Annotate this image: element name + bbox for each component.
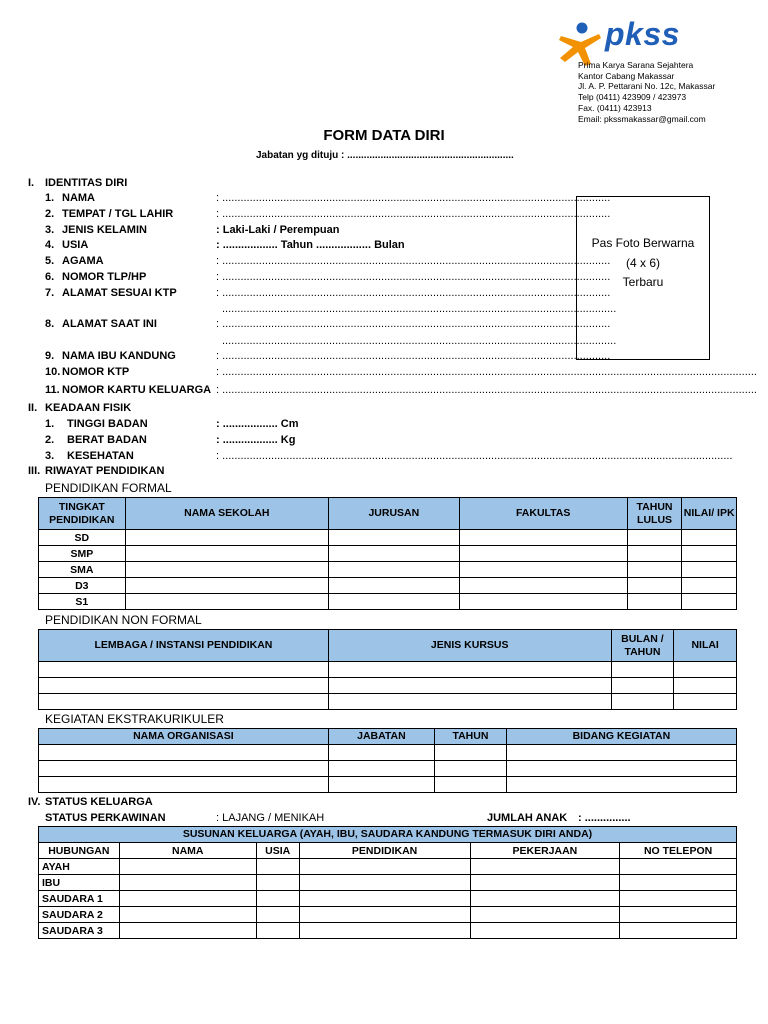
col-header: PENDIDIKAN [299,843,470,859]
formal-education-table [38,497,737,610]
section-1-numeral: I. [28,177,35,189]
company-fax: Fax. (0411) 423913 [578,102,652,113]
photo-line-3: Terbaru [622,275,664,289]
item-label-ttl: TEMPAT / TGL LAHIR [62,208,174,220]
item-no: 11. [45,384,60,396]
item-value-mother[interactable]: : ............................................................................................................................... [216,350,611,362]
section-4-title: STATUS KELUARGA [45,796,153,808]
item-no: 3. [45,450,55,462]
family-table-caption: SUSUNAN KELUARGA (AYAH, IBU, SAUDARA KANDUNG TERMASUK DIRI ANDA) [39,827,737,843]
company-address: Jl. A. P. Pettarani No. 12c, Makassar [578,81,716,92]
table-row [39,678,737,694]
item-no: 2. [45,434,55,446]
item-label-phone: NOMOR TLP/HP [62,271,147,283]
item-value-current-address[interactable]: : ............................................................................................................................... [216,318,611,330]
formal-education-heading: PENDIDIKAN FORMAL [45,481,172,495]
table-row [39,761,737,777]
row-label: D3 [39,578,126,594]
item-value-height[interactable]: : .................. Cm [216,418,299,430]
photo-line-2: (4 x 6) [625,255,660,270]
extracurricular-table [38,728,737,793]
item-value-agama[interactable]: : ............................................................................................................................... [216,255,611,267]
family-table [38,826,737,939]
table-row [39,530,737,546]
item-value-weight[interactable]: : .................. Kg [216,434,296,446]
table-row [39,859,737,875]
item-no: 7. [45,287,55,299]
item-label-health: KESEHATAN [67,450,134,462]
table-row [39,562,737,578]
item-no: 9. [45,350,55,362]
item-no: 3. [45,224,55,236]
row-label: SAUDARA 2 [39,907,120,923]
col-header: TAHUN LULUS [627,498,682,530]
col-header: TAHUN [435,729,507,745]
company-phone: Telp (0411) 423909 / 423973 [578,92,687,103]
col-header: NILAI/ IPK [682,498,737,530]
col-header: NO TELEPON [620,843,737,859]
item-label-gender: JENIS KELAMIN [62,224,147,236]
extracurricular-heading: KEGIATAN EKSTRAKURIKULER [45,712,224,726]
item-no: 5. [45,255,55,267]
section-1-title: IDENTITAS DIRI [45,177,128,189]
col-header: PEKERJAAN [470,843,620,859]
item-value-health[interactable]: : ....................................................................................................................................................................... [216,450,733,462]
item-value-ttl[interactable]: : ............................................................................................................................... [216,208,611,220]
item-no: 1. [45,418,55,430]
item-value-ktp-address[interactable]: : ............................................................................................................................... [216,287,611,299]
col-header: NILAI [674,630,737,662]
company-email: Email: pkssmakassar@gmail.com [578,113,706,124]
item-value-nama[interactable]: : ............................................................................................................................... [216,192,611,204]
col-header: LEMBAGA / INSTANSI PENDIDIKAN [39,630,329,662]
item-label-agama: AGAMA [62,255,104,267]
children-count-label: JUMLAH ANAK [487,812,568,824]
col-header: JURUSAN [329,498,460,530]
company-name: Prima Karya Sarana Sejahtera [578,60,694,70]
row-label: SD [39,530,126,546]
section-2-title: KEADAAN FISIK [45,402,132,414]
section-4-numeral: IV. [28,796,41,808]
col-header: JABATAN [328,729,434,745]
item-label-nama: NAMA [62,192,95,204]
table-row [39,578,737,594]
col-header: TINGKAT PENDIDIKAN [39,498,126,530]
nonformal-education-heading: PENDIDIKAN NON FORMAL [45,613,202,627]
col-header: USIA [256,843,299,859]
item-value-ktp-address-2[interactable]: ................................................................................................................................. [222,303,617,315]
item-no: 4. [45,239,55,251]
col-header: NAMA ORGANISASI [39,729,329,745]
item-label-weight: BERAT BADAN [67,434,147,446]
form-title: FORM DATA DIRI [323,127,445,144]
col-header: HUBUNGAN [39,843,120,859]
item-no: 2. [45,208,55,220]
row-label: SAUDARA 3 [39,923,120,939]
item-value-phone[interactable]: : ............................................................................................................................... [216,271,611,283]
item-no: 10. [45,366,61,378]
item-label-height: TINGGI BADAN [67,418,148,430]
item-no: 8. [45,318,55,330]
item-no: 1. [45,192,55,204]
item-no: 6. [45,271,55,283]
row-label: SMP [39,546,126,562]
position-applied: Jabatan yg dituju : ............................................................ [256,150,514,161]
item-value-current-address-2[interactable]: ................................................................................................................................. [222,335,617,347]
item-label-kk: NOMOR KARTU KELUARGA [62,384,212,396]
row-label: SAUDARA 1 [39,891,120,907]
table-row [39,875,737,891]
row-label: IBU [39,875,120,891]
table-row [39,745,737,761]
item-value-kk[interactable]: : ............................................................................................................................................................................... [216,384,757,396]
item-label-usia: USIA [62,239,89,251]
nonformal-education-table [38,629,737,710]
item-value-usia[interactable]: : .................. Tahun .................. Bulan [216,239,405,251]
col-header: NAMA SEKOLAH [125,498,328,530]
table-row [39,694,737,710]
table-row [39,907,737,923]
section-2-numeral: II. [28,402,38,414]
section-3-numeral: III. [28,465,41,477]
col-header: FAKULTAS [459,498,627,530]
photo-line-1: Pas Foto Berwarna [591,236,695,250]
item-label-ktp: NOMOR KTP [62,366,130,378]
table-row [39,662,737,678]
section-3-title: RIWAYAT PENDIDIKAN [45,465,165,477]
item-label-current-address: ALAMAT SAAT INI [62,318,157,330]
marital-status-value[interactable]: : LAJANG / MENIKAH [216,812,325,824]
row-label: S1 [39,594,126,610]
children-count-value[interactable]: : ............... [578,812,631,824]
row-label: SMA [39,562,126,578]
col-header: BULAN / TAHUN [611,630,674,662]
table-row [39,546,737,562]
item-value-gender[interactable]: : Laki-Laki / Perempuan [216,224,340,236]
col-header: JENIS KURSUS [328,630,611,662]
item-value-ktp[interactable]: : ............................................................................................................................................................................... [216,366,757,378]
marital-status-label: STATUS PERKAWINAN [45,812,166,824]
company-info [578,60,715,124]
col-header: NAMA [119,843,256,859]
table-row [39,594,737,610]
table-row [39,891,737,907]
table-row [39,777,737,793]
item-label-ktp-address: ALAMAT SESUAI KTP [62,287,177,299]
item-label-mother: NAMA IBU KANDUNG [62,350,176,362]
col-header: BIDANG KEGIATAN [506,729,736,745]
row-label: AYAH [39,859,120,875]
brand-name: pkss [605,16,680,52]
table-row [39,923,737,939]
company-branch: Kantor Cabang Makassar [578,70,675,81]
